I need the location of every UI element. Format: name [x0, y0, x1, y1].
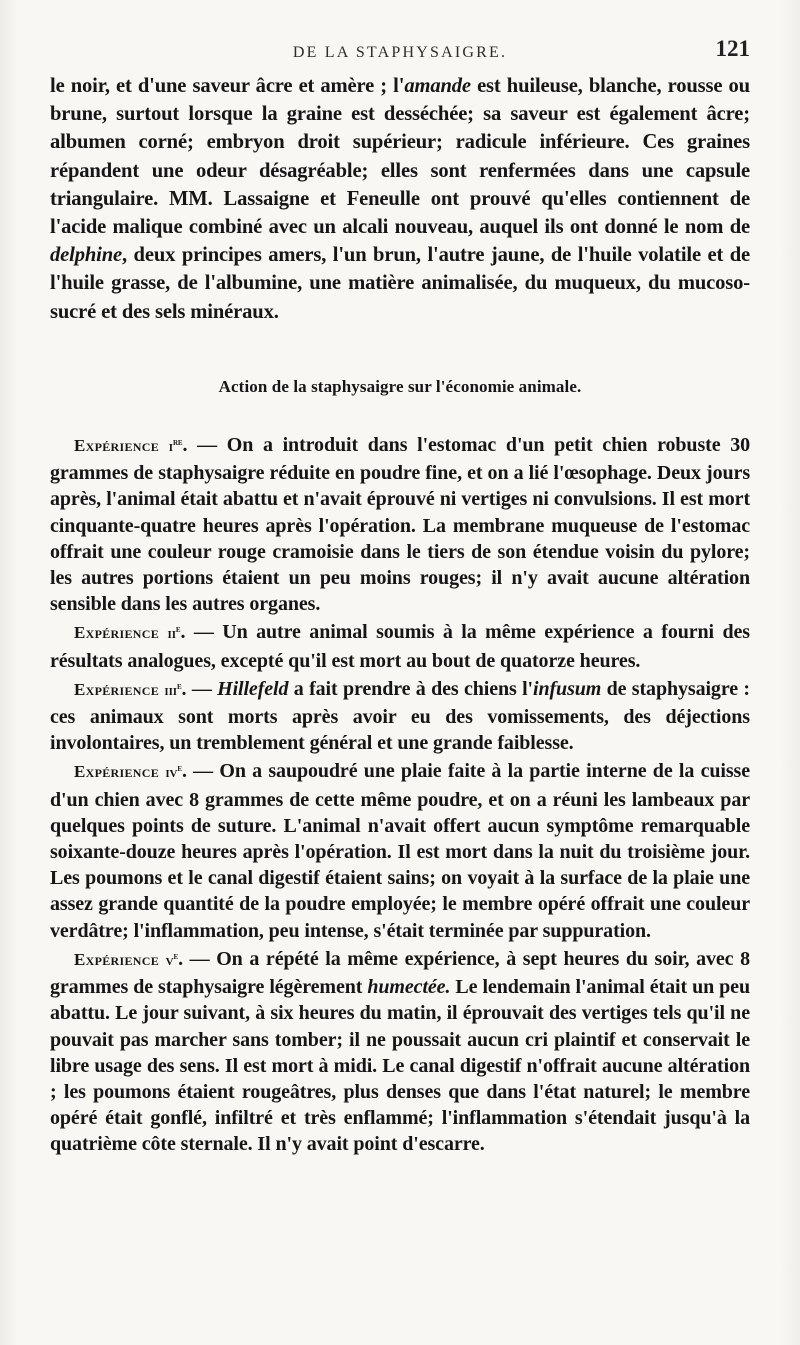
italic-humectee: humectée. — [367, 976, 451, 999]
experience-number — [164, 680, 182, 699]
experience-suffix: e — [173, 950, 179, 962]
experience-4 — [50, 756, 750, 943]
experience-2 — [50, 617, 750, 673]
experience-suffix: re — [172, 437, 183, 449]
experience-3 — [50, 674, 750, 757]
experience-text: Le lendemain l'animal était un peu abattu. Le jour suivant, à six heures du matin, il éprouvait des vertiges tels qu'il ne pouvait pas marcher sans tomber; il ne poussait aucun cri plaintif et conservait le libre usage des sens. Il est mort à midi. Le canal digestif n'offrait aucune altération ; les poumons étaient rougeâtres, plus denses que dans l'état naturel; le membre opéré était gonflé, infiltré et très enflammé; l'inflammation s'étendait jusqu'à la quatrième côte sternale. Il n'y avait point d'escarre. — [50, 976, 750, 1156]
experience-1 — [50, 430, 750, 617]
italic-infusum: infusum — [533, 677, 602, 700]
intro-text-2: est huileuse, blanche, rousse ou brune, surtout lorsque la graine est desséchée; sa saveur est également âcre; albumen corné; embryon droit supérieur; radicule inférieure. Ces graines répandent une odeur désagréable; elles sont renfermées dans une capsule triangulaire. MM. Lassaigne et Feneulle ont prouvé qu'elles contiennent de l'acide malique combiné avec un alcali nouveau, auquel ils ont donné le nom de — [50, 75, 750, 239]
experience-roman: iv — [165, 765, 178, 782]
running-title: DE LA STAPHYSAIGRE. — [292, 44, 508, 61]
experience-number — [169, 439, 183, 455]
page-header — [50, 36, 750, 70]
intro-text-3: , deux principes amers, l'un brun, l'autre jaune, de l'huile volatile et de l'huile grasse, de l'albumine, une matière animalisée, du muqueux, du mucoso-sucré et des sels minéraux. — [50, 244, 750, 323]
experience-label: Expérience — [74, 679, 160, 699]
experience-suffix: e — [176, 680, 182, 692]
experience-number — [168, 626, 181, 642]
experience-number — [165, 950, 179, 969]
intro-italic-delphine: delphine — [50, 244, 123, 267]
experience-text: . — — [181, 677, 218, 700]
experience-roman: ii — [167, 626, 176, 643]
experience-suffix: e — [177, 763, 182, 775]
experience-5 — [50, 944, 750, 1158]
section-heading: Action de la staphysaigre sur l'économie animale. — [218, 376, 582, 396]
intro-text-1: le noir, et d'une saveur âcre et amère ; l' — [50, 75, 405, 97]
experience-label: Expérience — [74, 949, 160, 969]
experience-text: de staphysaigre : ces animaux sont morts après avoir eu des vomissements, des déjections involontaires, un tremblement général et une grande faiblesse. — [50, 677, 750, 755]
experience-label: Expérience — [74, 623, 160, 643]
experience-text: . — On a répété la même expérience, à sept heures du soir, avec 8 grammes de staphysaigre légèrement — [50, 947, 750, 999]
experience-text: . — Un autre animal soumis à la même expérience a fourni des résultats analogues, excepté qu'il est mort au bout de quatorze heures. — [50, 621, 750, 672]
experience-label: Expérience — [74, 436, 160, 456]
page-body — [50, 72, 750, 1158]
page-number: 121 — [715, 36, 750, 61]
experience-roman: v — [165, 952, 174, 969]
experience-suffix: e — [175, 624, 181, 636]
experience-roman: iii — [164, 682, 177, 699]
intro-italic-amande: amande — [404, 75, 471, 97]
experience-number — [165, 765, 182, 781]
experience-roman: i — [168, 439, 173, 456]
experience-text: . — On a saupoudré une plaie faite à la partie interne de la cuisse d'un chien avec 8 grammes de cette même poudre, et on a réuni les lambeaux par quelques points de suture. L'animal n'avait offert aucun symptôme remarquable soixante-douze heures après l'opération. Il est mort dans la nuit du troisième jour. Les poumons et le canal digestif étaient sains; on voyait à la surface de la plaie une assez grande quantité de la poudre employée; le membre opéré offrait une couleur verdâtre; l'inflammation, peu intense, s'était terminée par suppuration. — [50, 760, 750, 942]
experience-label: Expérience — [74, 762, 160, 782]
experience-text: . — On a introduit dans l'estomac d'un petit chien robuste 30 grammes de staphysaigre réduite en poudre fine, et on a lié l'œsophage. Deux jours après, l'animal était abattu et n'avait éprouvé ni vertiges ni convulsions. Il est mort cinquante-quatre heures après l'opération. La membrane muqueuse de l'estomac offrait une couleur rouge cramoisie dans le tiers de son étendue voisin du pylore; les autres portions étaient un peu moins rouges; il n'y avait aucune altération sensible dans les autres organes. — [50, 434, 751, 616]
experience-text: a fait prendre à des chiens l' — [288, 677, 533, 700]
intro-paragraph — [50, 72, 750, 326]
author-name-hillefeld: Hillefeld — [217, 677, 289, 700]
